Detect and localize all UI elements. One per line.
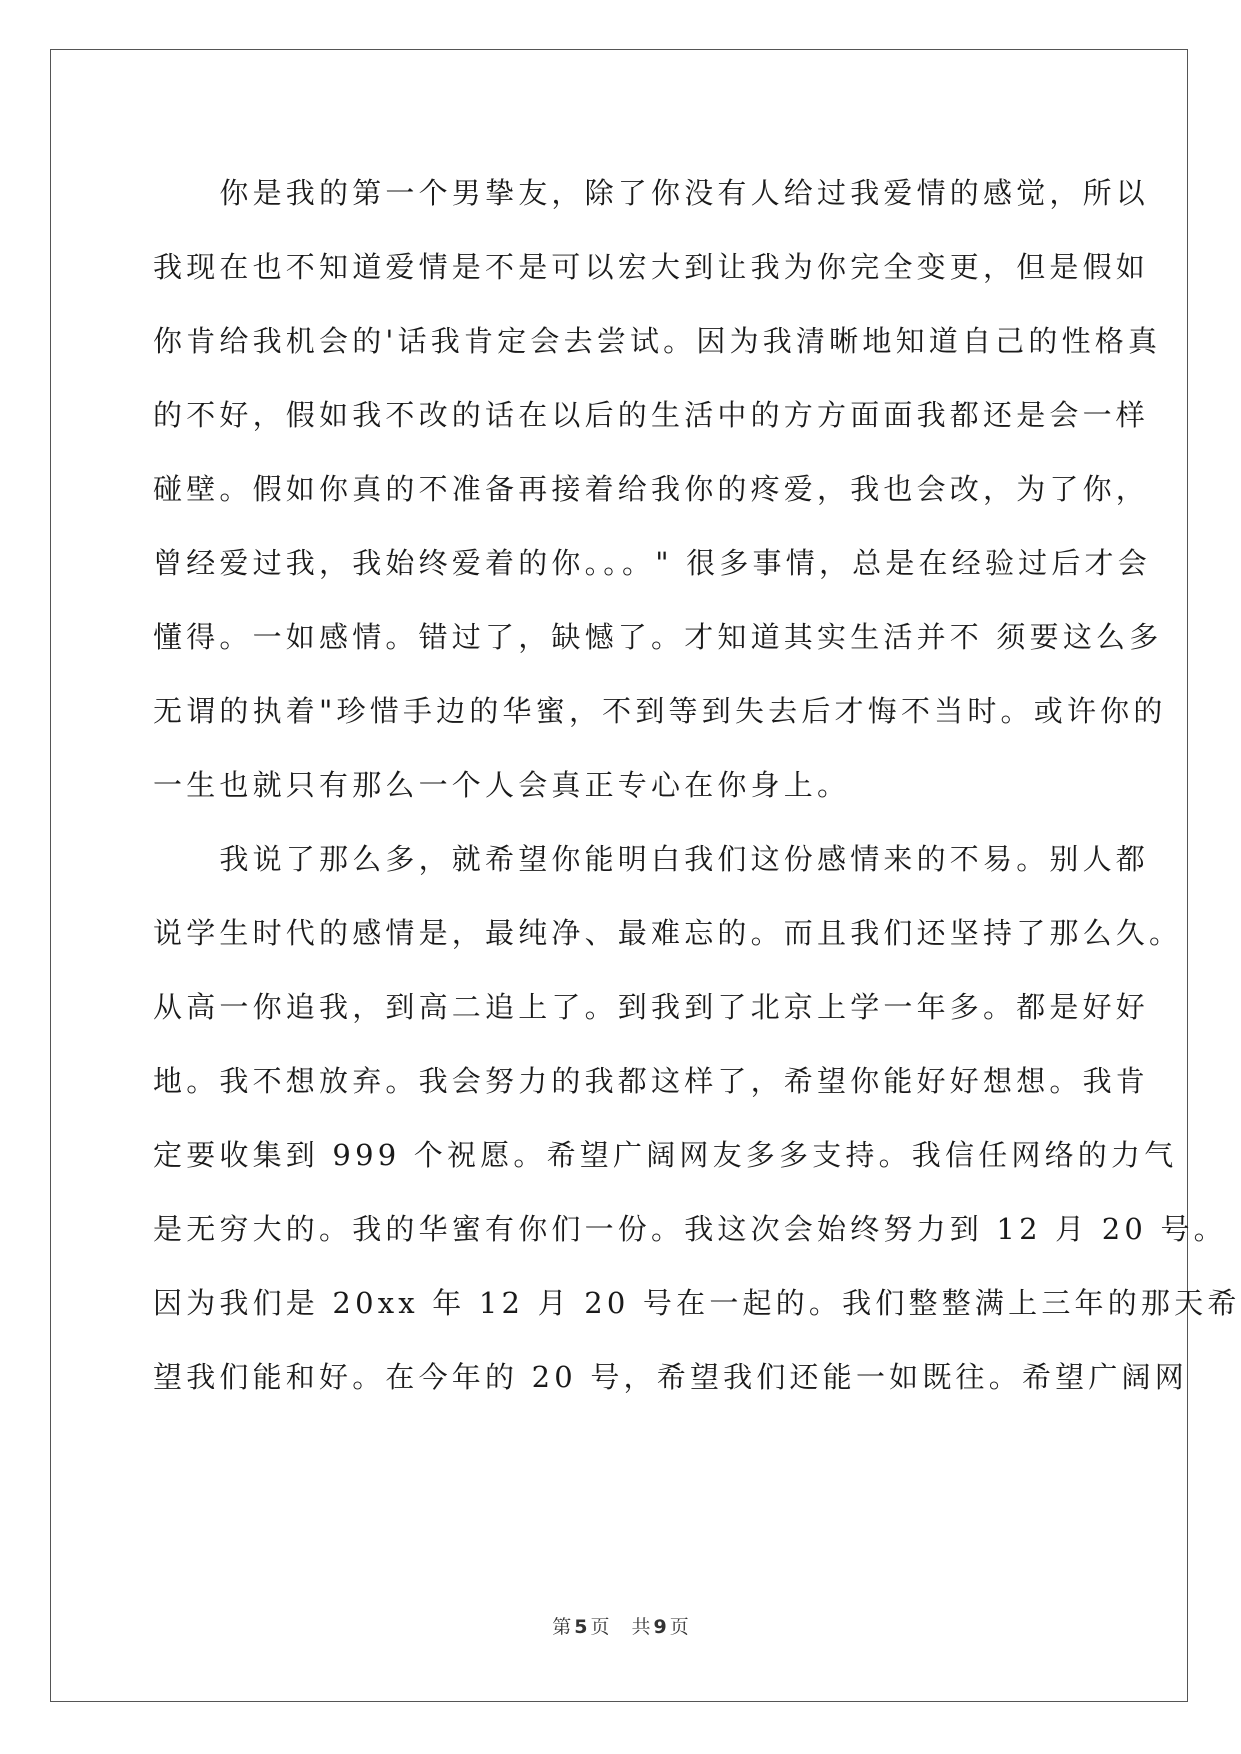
- text-line: 你肯给我机会的'话我肯定会去尝试。因为我清晰地知道自己的性格真: [153, 324, 1162, 358]
- text-line: 无谓的执着"珍惜手边的华蜜，不到等到失去后才悔不当时。或许你的: [153, 694, 1167, 728]
- text-line: 我说了那么多，就希望你能明白我们这份感情来的不易。别人都: [153, 842, 1150, 876]
- text-line: 我现在也不知道爱情是不是可以宏大到让我为你完全变更，但是假如: [153, 250, 1150, 284]
- text-line: 地。我不想放弃。我会努力的我都这样了，希望你能好好想想。我肯: [153, 1064, 1150, 1098]
- page-prefix: 第: [552, 1616, 572, 1638]
- text-line: 因为我们是 20xx 年 12 月 20 号在一起的。我们整整满上三年的那天希: [153, 1286, 1241, 1320]
- page-number-footer: [0, 1612, 1241, 1639]
- text-line: 你是我的第一个男挚友，除了你没有人给过我爱情的感觉，所以: [153, 176, 1150, 210]
- text-line: 碰壁。假如你真的不准备再接着给我你的疼爱，我也会改，为了你，: [153, 472, 1150, 506]
- text-line: 从高一你追我，到高二追上了。到我到了北京上学一年多。都是好好: [153, 990, 1150, 1024]
- document-body: [153, 156, 1241, 1414]
- text-line: 的不好，假如我不改的话在以后的生活中的方方面面我都还是会一样: [153, 398, 1150, 432]
- total-page-count: 9: [653, 1616, 667, 1638]
- text-line: 曾经爱过我，我始终爱着的你。。。" 很多事情，总是在经验过后才会: [153, 546, 1151, 580]
- total-unit: 页: [669, 1616, 689, 1638]
- text-line: 懂得。一如感情。错过了，缺憾了。才知道其实生活并不 须要这么多: [153, 620, 1163, 654]
- text-line: 定要收集到 999 个祝愿。希望广阔网友多多支持。我信任网络的力气: [153, 1138, 1178, 1172]
- text-line: 是无穷大的。我的华蜜有你们一份。我这次会始终努力到 12 月 20 号。: [153, 1212, 1227, 1246]
- total-prefix: 共: [631, 1616, 651, 1638]
- text-line: 望我们能和好。在今年的 20 号，希望我们还能一如既往。希望广阔网: [153, 1360, 1188, 1394]
- current-page-number: 5: [574, 1616, 588, 1638]
- text-line: 说学生时代的感情是，最纯净、最难忘的。而且我们还坚持了那么久。: [153, 916, 1183, 950]
- page-unit: 页: [590, 1616, 610, 1638]
- text-line: 一生也就只有那么一个人会真正专心在你身上。: [153, 768, 851, 802]
